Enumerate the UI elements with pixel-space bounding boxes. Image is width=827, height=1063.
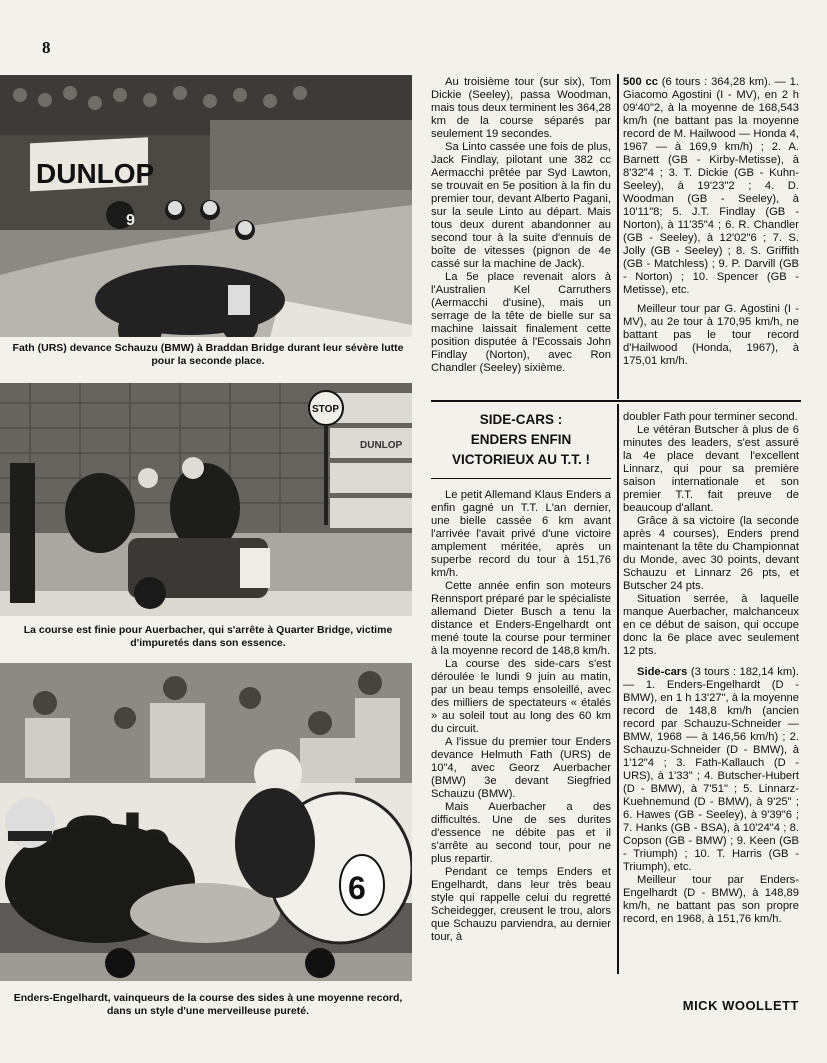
paragraph: Le vétéran Butscher à plus de 6 minutes des leaders, s'est assuré la 4e place devant l'excellent Linnarz, qui pour sa première saison internationale et son premier T.T. fait preuve de beaucoup d'allant.	[623, 424, 799, 514]
photo-enders-engelhardt	[0, 663, 412, 981]
page-number: 8	[42, 38, 51, 57]
paragraph: Mais Auerbacher a des difficultés. Une de ses durites d'essence ne débite pas et il s'arrête au second tour, pour ne plus repartir.	[431, 801, 611, 865]
column-3-bottom	[623, 411, 799, 926]
section-rule	[431, 400, 801, 402]
paragraph: Cette année enfin son moteurs Rennsport préparé par le spécialiste allemand Dieter Busch a tenu la distance et Enders-Engelhardt ont mené toute la course pour terminer à la moyenne record de 148,8 km/h.	[431, 580, 611, 657]
sidecar-number-9: 9	[126, 212, 135, 229]
author-byline: MICK WOOLLETT	[682, 998, 799, 1013]
results-sidecar: (3 tours : 182,14 km). — 1. Enders-Engelhardt (D - BMW), en 1 h 13'27", à la moyenne record de 148,8 km/h (ancien record par Schauzu-Schneider — BMW, 1968 — à 146,56 km/h) ; 2. Schauzu-Schneider (D - BMW), à 1'12"4 ; 3. Fath-Kallauch (D - URS), à 1'33" ; 4. Butscher-Hubert (D - BMW), à 7'51" ; 5. Linnarz-Kuehnemund (D - BMW), à 9'25" ; 6. Hawes (GB - Seeley), à 9'39"6 ; 7. Hanks (GB - BSA), à 10'24"4 ; 8. Copson (GB - BMW) ; 9. Keen (GB - Triumph) ; 10. T. Harris (GB - Triumph), etc.	[623, 666, 799, 873]
paragraph: Le petit Allemand Klaus Enders a enfin gagné un T.T. L'an dernier, une bielle cassée 6 km avant l'arrivée l'avait privé d'une victoire amplement méritée, après un superbe record du tour à 151,76 km/h.	[431, 489, 611, 579]
results-sidecar-label: Side-cars	[637, 666, 688, 678]
column-divider	[617, 404, 619, 974]
caption-photo-3: Enders-Engelhardt, vainqueurs de la course des sides à une moyenne record, dans un style d'une merveilleuse pureté.	[13, 992, 403, 1017]
dunlop-banner-text: DUNLOP	[36, 158, 155, 189]
bale-text: DUNLOP	[360, 440, 403, 451]
column-3-top	[623, 76, 799, 368]
caption-photo-2: La course est finie pour Auerbacher, qui s'arrête à Quarter Bridge, victime d'impuretés dans son essence.	[23, 624, 393, 649]
best-lap-sidecar: Meilleur tour par Enders-Engelhardt (D - BMW), à 148,89 km/h, ne battant pas son propre record, en 1968, à 151,76 km/h.	[623, 874, 799, 925]
best-lap-500cc: Meilleur tour par G. Agostini (I - MV), au 2e tour à 170,95 km/h, ne battant pas le tour record d'Hailwood (Honda, 1967), à 175,01 km/h.	[623, 303, 799, 367]
paragraph: La course des side-cars s'est déroulée le lundi 9 juin au matin, par un beau temps ensoleillé, avec des milliers de spectateurs « étalés » au soleil tout au long des 60 km du circuit.	[431, 658, 611, 735]
paragraph: Grâce à sa victoire (la seconde après 4 courses), Enders prend maintenant la tête du Championnat du Monde, avec 30 points, devant Schauzu et Linnarz 26 pts, et Butscher 24 pts.	[623, 515, 799, 592]
paragraph: Sa Linto cassée une fois de plus, Jack Findlay, pilotant une 382 cc Aermacchi prêtée par Syd Lawton, se trouvait en 5e position à la fin du premier tour, devant Alberto Pagani, sur la seule Linto au départ. Mais tous deux durent abandonner au second tour à la suite d'ennuis de boîte de vitesses (pignon de 4e cassé sur la machine de Jack).	[431, 141, 611, 270]
sidecar-heading: SIDE-CARS : ENDERS ENFIN VICTORIEUX AU T.T. !	[451, 412, 590, 467]
paragraph: Au troisième tour (sur six), Tom Dickie (Seeley), passa Woodman, mais tous deux terminent les 364,28 km de la course séparés par seulement 19 secondes.	[431, 76, 611, 140]
paragraph: Situation serrée, à laquelle manque Auerbacher, malchanceux en ce début de saison, qui occupe donc la 6e place avec seulement 12 pts.	[623, 593, 799, 657]
paragraph: Pendant ce temps Enders et Engelhardt, dans leur très beau style qui rappelle celui du regretté Scheidegger, creusent le trou, alors que Schauzu parviendra, au dernier tour, à	[431, 866, 611, 943]
photo-quarter-bridge	[0, 383, 412, 616]
results-500cc: (6 tours : 364,28 km). — 1. Giacomo Agostini (I - MV), en 2 h 09'40"2, à la moyenne de 168,543 km/h (ne battant pas la moyenne record de M. Hailwood — Honda 4, 1967 — à 169,9 km/h) ; 2. A. Barnett (GB - Kirby-Metisse), à 8'32"4 ; 3. T. Dickie (GB - Kuhn-Seeley), à 19'23"2 ; 4. D. Woodman (GB - Seeley), à 10'11"8; 5. J.T. Findlay (GB - Norton), à 11'35"4 ; 6. R. Chandler (GB - Seeley), à 12'02"6 ; 7. S. Jolly (GB - Seeley) ; 8. S. Griffith (GB - Matchless) ; 9. P. Darvill (GB - Norton) ; 10. Spencer (GB - Metisse), etc.	[623, 76, 800, 296]
results-500cc-label: 500 cc	[623, 76, 658, 88]
paragraph: doubler Fath pour terminer second.	[623, 411, 798, 423]
heading-rule	[431, 478, 611, 479]
column-2-bottom	[431, 489, 611, 944]
paragraph: A l'issue du premier tour Enders devance Helmuth Fath (URS) de 10"4, avec Georz Auerbacher (BMW) 3e devant Siegfried Schauzu (BMW).	[431, 736, 611, 800]
sidecar-number-6: 6	[348, 870, 366, 906]
column-divider	[617, 74, 619, 399]
paragraph: La 5e place revenait alors à l'Australien Kel Carruthers (Aermacchi d'usine), mais un serrage de la tête de bielle sur sa machine laissait finalement cette position disputée à l'Ecossais John Findlay (Norton), avec Ron Chandler (Seeley) sixième.	[431, 271, 611, 374]
photo-braddan-bridge	[0, 75, 412, 337]
stop-sign-text: STOP	[312, 404, 340, 415]
caption-photo-1: Fath (URS) devance Schauzu (BMW) à Braddan Bridge durant leur sévère lutte pour la seconde place.	[12, 342, 404, 367]
column-2-top	[431, 76, 611, 375]
